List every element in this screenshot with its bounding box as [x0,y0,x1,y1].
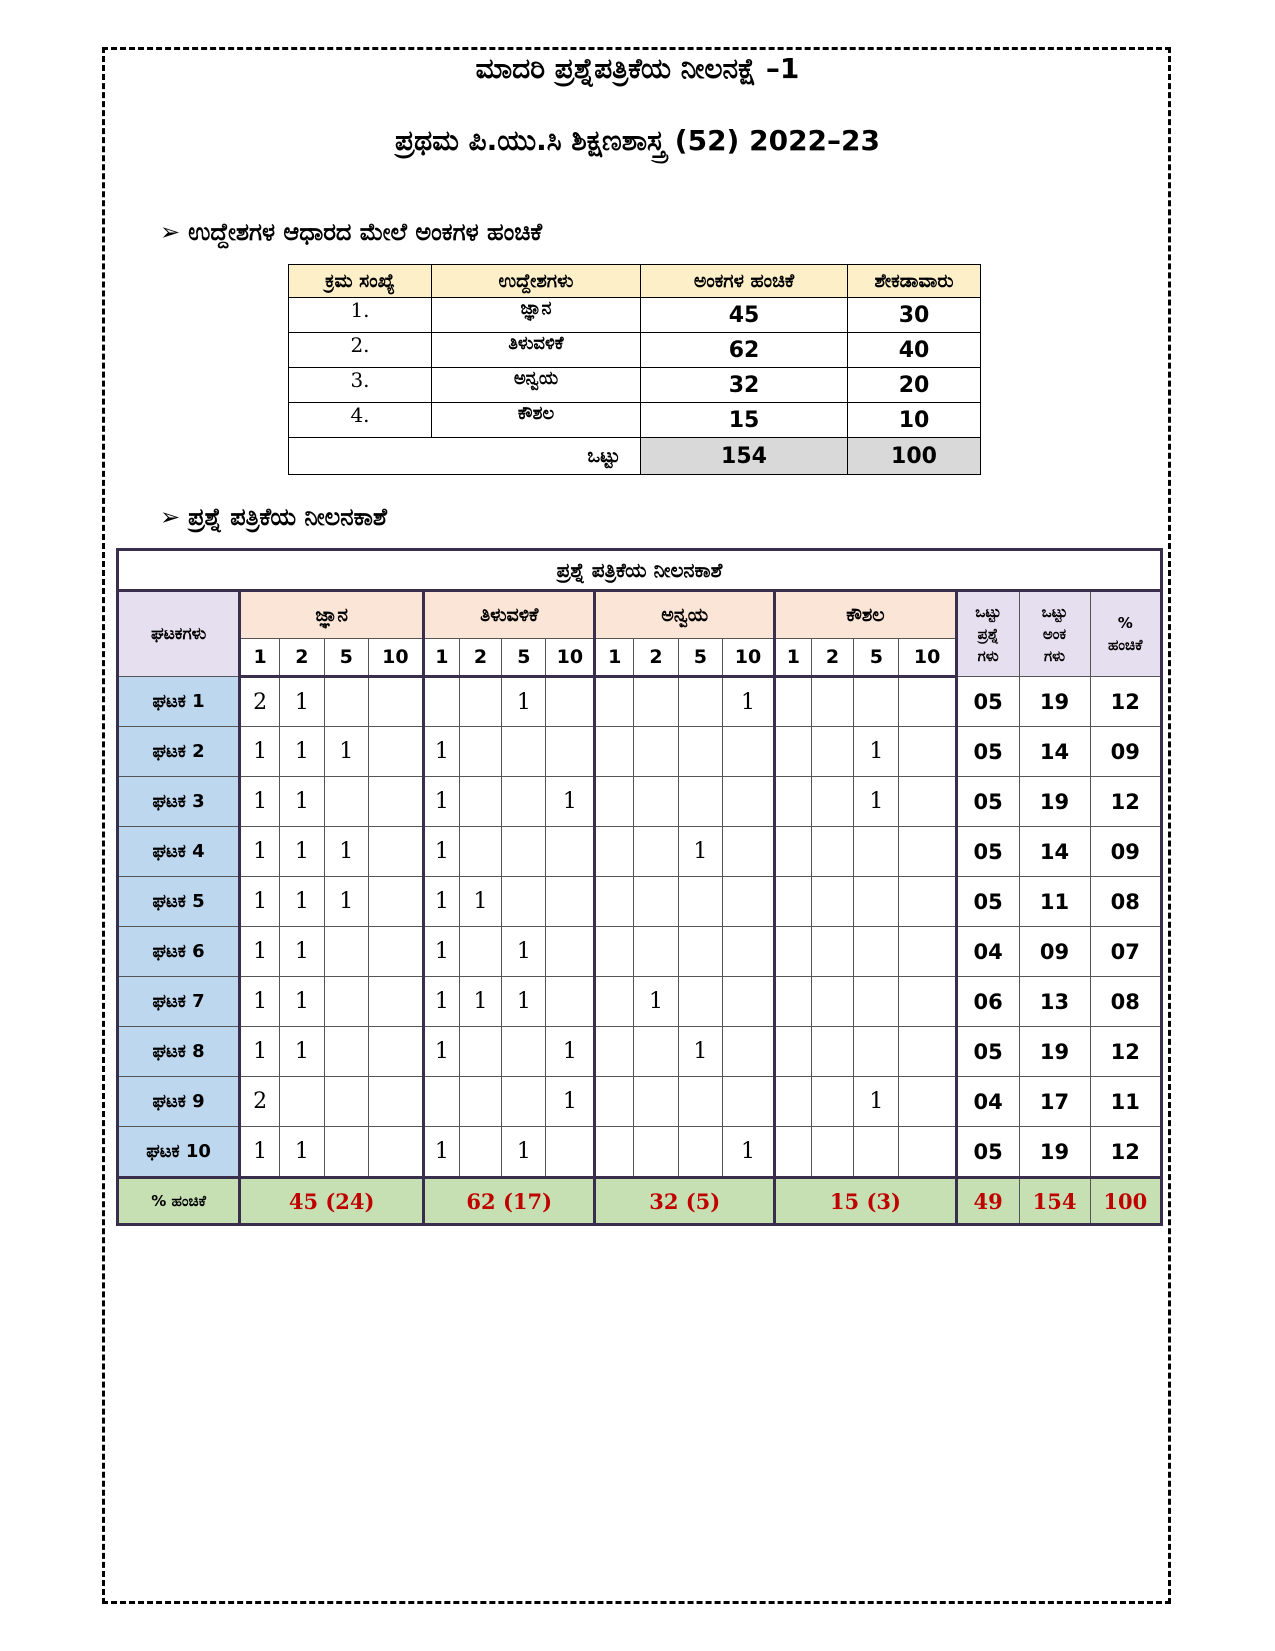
mark-type-header: 5 [678,639,722,677]
percent-cell: 09 [1090,827,1161,877]
header-line: ಒಟ್ಟು [1041,603,1068,621]
marks-cell: 15 [641,403,848,438]
header-line: ಒಟ್ಟು [975,603,1002,621]
count-cell: 1 [546,1027,595,1077]
arrow-bullet-icon: ➢ [160,503,181,531]
page-subtitle: ಪ್ರಥಮ ಪಿ.ಯು.ಸಿ ಶಿಕ್ಷಣಶಾಸ್ತ್ರ (52) 2022–23 [394,124,880,157]
count-cell [502,777,546,827]
count-cell [811,1077,854,1127]
count-cell [424,1077,460,1127]
header-line: % [1117,614,1133,632]
count-cell [546,727,595,777]
percent-cell: 10 [848,403,981,438]
count-cell [368,677,423,727]
objective-cell: ಕೌಶಲ [432,403,641,438]
count-cell: 1 [678,827,722,877]
count-cell: 1 [424,777,460,827]
count-cell [775,877,812,927]
section-heading-text: ಉದ್ದೇಶಗಳ ಆಧಾರದ ಮೇಲೆ ಅಂಕಗಳ ಹಂಚಿಕೆ [188,218,543,246]
total-questions-cell: 06 [956,977,1019,1027]
count-cell [595,1027,634,1077]
count-cell [595,977,634,1027]
count-cell [899,977,956,1027]
count-cell: 1 [424,927,460,977]
table-row [118,1077,1162,1127]
count-cell: 1 [502,977,546,1027]
section-heading-blueprint [160,503,387,531]
count-cell [678,677,722,727]
count-cell: 1 [279,927,324,977]
count-cell: 1 [279,1127,324,1178]
count-cell [811,777,854,827]
percent-cell: 12 [1090,1127,1161,1178]
count-cell [459,727,502,777]
count-cell [811,827,854,877]
percent-cell: 12 [1090,777,1161,827]
serial-cell: 3. [289,368,432,403]
count-cell [678,927,722,977]
total-marks-cell: 09 [1019,927,1090,977]
count-cell [595,877,634,927]
count-cell [854,1027,899,1077]
count-cell: 1 [324,877,368,927]
count-cell [324,677,368,727]
count-cell [811,877,854,927]
count-cell [368,977,423,1027]
count-cell: 1 [279,727,324,777]
count-cell [324,977,368,1027]
total-questions-cell: 05 [956,727,1019,777]
count-cell [899,927,956,977]
percent-cell: 12 [1090,1027,1161,1077]
table-row [289,333,981,368]
count-cell [595,927,634,977]
count-cell: 1 [722,1127,774,1178]
table-row [118,877,1162,927]
total-questions-header [956,591,1019,677]
total-questions-cell: 05 [956,777,1019,827]
total-marks-cell: 13 [1019,977,1090,1027]
mark-type-header: 1 [775,639,812,677]
mark-type-header: 2 [279,639,324,677]
count-cell [459,1077,502,1127]
count-cell: 1 [854,727,899,777]
count-cell [634,877,679,927]
count-cell [368,927,423,977]
count-cell: 1 [279,827,324,877]
count-cell [546,677,595,727]
count-cell: 1 [279,777,324,827]
count-cell [854,927,899,977]
count-cell [899,1077,956,1127]
table-header-row [289,265,981,298]
mark-type-header: 1 [240,639,280,677]
count-cell: 1 [240,927,280,977]
header-line: ಹಂಚಿಕೆ [1108,636,1143,654]
total-marks-cell: 19 [1019,777,1090,827]
marks-cell: 45 [641,298,848,333]
total-label: ಒಟ್ಟು [289,438,641,475]
count-cell [502,1077,546,1127]
total-questions-cell: 05 [956,877,1019,927]
footer-row [118,1178,1162,1225]
count-cell: 1 [279,1027,324,1077]
count-cell [368,1027,423,1077]
footer-domain-total: 15 (3) [775,1178,957,1225]
count-cell [595,727,634,777]
count-cell [324,927,368,977]
count-cell [634,677,679,727]
count-cell [854,877,899,927]
unit-label: ಘಟಕ 1 [118,677,240,727]
footer-total-questions: 49 [956,1178,1019,1225]
table-row [118,677,1162,727]
unit-label: ಘಟಕ 4 [118,827,240,877]
table-row [118,1027,1162,1077]
count-cell [775,1077,812,1127]
serial-cell: 4. [289,403,432,438]
count-cell [899,1127,956,1178]
count-cell [502,827,546,877]
total-questions-cell: 05 [956,1027,1019,1077]
count-cell [722,877,774,927]
percent-cell: 30 [848,298,981,333]
section-heading-text: ಪ್ರಶ್ನೆ ಪತ್ರಿಕೆಯ ನೀಲನಕಾಶೆ [188,503,387,531]
count-cell: 1 [279,877,324,927]
blueprint-caption: ಪ್ರಶ್ನೆ ಪತ್ರಿಕೆಯ ನೀಲನಕಾಶೆ [118,550,1162,591]
mark-type-header: 1 [424,639,460,677]
percent-cell: 11 [1090,1077,1161,1127]
count-cell [775,1127,812,1178]
count-cell: 1 [324,827,368,877]
units-header: ಘಟಕಗಳು [118,591,240,677]
count-cell [775,927,812,977]
count-cell [634,1027,679,1077]
count-cell [854,677,899,727]
footer-domain-total: 62 (17) [424,1178,595,1225]
count-cell: 1 [424,1027,460,1077]
count-cell [324,1027,368,1077]
total-marks-cell: 19 [1019,677,1090,727]
count-cell [775,977,812,1027]
header-line: ಅಂಕ [1042,625,1067,643]
count-cell: 1 [279,977,324,1027]
table-row [118,927,1162,977]
count-cell [811,727,854,777]
count-cell [595,677,634,727]
count-cell [459,827,502,877]
count-cell: 1 [459,877,502,927]
count-cell [678,877,722,927]
percent-cell: 12 [1090,677,1161,727]
unit-label: ಘಟಕ 9 [118,1077,240,1127]
mark-type-header: 10 [722,639,774,677]
table-row [118,777,1162,827]
count-cell: 1 [324,727,368,777]
count-cell: 1 [502,677,546,727]
total-questions-cell: 04 [956,1077,1019,1127]
count-cell [722,977,774,1027]
total-questions-cell: 05 [956,677,1019,727]
header-marks: ಅಂಕಗಳ ಹಂಚಿಕೆ [641,265,848,298]
count-cell: 1 [240,827,280,877]
footer-total-percent: 100 [1090,1178,1161,1225]
total-percent: 100 [848,438,981,475]
count-cell: 1 [678,1027,722,1077]
objective-cell: ಜ್ಞಾನ [432,298,641,333]
table-row [289,368,981,403]
count-cell [811,927,854,977]
count-cell [722,727,774,777]
count-cell [324,1077,368,1127]
count-cell [459,777,502,827]
header-percent: ಶೇಕಡಾವಾರು [848,265,981,298]
count-cell: 1 [424,877,460,927]
count-cell [899,827,956,877]
count-cell [546,877,595,927]
unit-label: ಘಟಕ 2 [118,727,240,777]
mark-type-header: 2 [634,639,679,677]
count-cell [595,827,634,877]
count-cell [368,827,423,877]
total-row [289,438,981,475]
mark-type-header: 10 [368,639,423,677]
count-cell: 1 [854,777,899,827]
count-cell [368,1077,423,1127]
total-marks-cell: 19 [1019,1127,1090,1178]
count-cell [811,1027,854,1077]
count-cell [775,677,812,727]
count-cell [546,827,595,877]
count-cell [368,877,423,927]
count-cell [634,1077,679,1127]
count-cell [854,1127,899,1178]
count-cell [722,927,774,977]
unit-label: ಘಟಕ 5 [118,877,240,927]
arrow-bullet-icon: ➢ [160,218,181,246]
header-serial: ಕ್ರಮ ಸಂಖ್ಯೆ [289,265,432,298]
count-cell: 2 [240,1077,280,1127]
count-cell: 1 [279,677,324,727]
count-cell [678,777,722,827]
serial-cell: 1. [289,298,432,333]
count-cell [595,1077,634,1127]
count-cell [775,1027,812,1077]
count-cell [811,977,854,1027]
count-cell [459,1027,502,1077]
count-cell [899,1027,956,1077]
count-cell: 1 [240,727,280,777]
objectives-table [288,264,981,475]
page-title: ಮಾದರಿ ಪ್ರಶ್ನೆಪತ್ರಿಕೆಯ ನೀಲನಕ್ಷೆ –1 [475,52,800,85]
count-cell: 1 [854,1077,899,1127]
total-marks-cell: 14 [1019,727,1090,777]
count-cell: 1 [240,1127,280,1178]
count-cell [424,677,460,727]
section-heading-allocation [160,218,542,246]
count-cell [324,1127,368,1178]
header-line: ಗಳು [977,647,999,665]
count-cell: 1 [546,777,595,827]
count-cell: 1 [634,977,679,1027]
mark-type-header: 10 [546,639,595,677]
percent-cell: 07 [1090,927,1161,977]
count-cell: 1 [502,927,546,977]
count-cell [899,727,956,777]
marks-cell: 62 [641,333,848,368]
mark-type-header: 5 [854,639,899,677]
unit-label: ಘಟಕ 7 [118,977,240,1027]
count-cell [502,1027,546,1077]
total-questions-cell: 05 [956,1127,1019,1178]
table-row [289,298,981,333]
count-cell [368,777,423,827]
percent-cell: 20 [848,368,981,403]
count-cell [775,777,812,827]
header-objectives: ಉದ್ದೇಶಗಳು [432,265,641,298]
unit-label: ಘಟಕ 3 [118,777,240,827]
count-cell: 1 [240,1027,280,1077]
count-cell [678,727,722,777]
total-marks-cell: 19 [1019,1027,1090,1077]
percent-cell: 40 [848,333,981,368]
percent-header [1090,591,1161,677]
footer-label: % ಹಂಚಿಕೆ [118,1178,240,1225]
count-cell: 1 [424,727,460,777]
total-marks-cell: 11 [1019,877,1090,927]
marks-cell: 32 [641,368,848,403]
total-marks-cell: 17 [1019,1077,1090,1127]
count-cell [634,777,679,827]
blueprint-table [116,548,1163,1226]
count-cell: 1 [424,827,460,877]
count-cell: 1 [459,977,502,1027]
count-cell [459,1127,502,1178]
count-cell [634,927,679,977]
count-cell [368,727,423,777]
mark-type-header: 2 [811,639,854,677]
table-row [118,827,1162,877]
unit-label: ಘಟಕ 8 [118,1027,240,1077]
domain-header-understanding: ತಿಳುವಳಿಕೆ [424,591,595,639]
count-cell [722,1027,774,1077]
domain-header-application: ಅನ್ವಯ [595,591,775,639]
header-line: ಗಳು [1044,647,1066,665]
count-cell [899,677,956,727]
domain-header-skill: ಕೌಶಲ [775,591,957,639]
mark-type-header: 1 [595,639,634,677]
count-cell: 1 [424,1127,460,1178]
total-marks-header [1019,591,1090,677]
count-cell [634,1127,679,1178]
count-cell [595,1127,634,1178]
mark-type-header: 2 [459,639,502,677]
unit-label: ಘಟಕ 10 [118,1127,240,1178]
count-cell [324,777,368,827]
total-questions-cell: 05 [956,827,1019,877]
count-cell [854,977,899,1027]
count-cell [502,727,546,777]
objective-cell: ಅನ್ವಯ [432,368,641,403]
count-cell [722,1077,774,1127]
count-cell [775,827,812,877]
count-cell [546,1127,595,1178]
count-cell: 1 [240,777,280,827]
count-cell: 1 [424,977,460,1027]
count-cell [459,927,502,977]
percent-cell: 09 [1090,727,1161,777]
total-marks-cell: 14 [1019,827,1090,877]
mark-type-header: 5 [502,639,546,677]
mark-type-header: 5 [324,639,368,677]
count-cell [775,727,812,777]
mark-type-header: 10 [899,639,956,677]
count-cell [811,1127,854,1178]
count-cell [854,827,899,877]
table-row [289,403,981,438]
count-cell [502,877,546,927]
count-cell [678,1077,722,1127]
count-cell: 1 [722,677,774,727]
serial-cell: 2. [289,333,432,368]
percent-cell: 08 [1090,977,1161,1027]
table-row [118,1127,1162,1178]
footer-domain-total: 32 (5) [595,1178,775,1225]
count-cell: 2 [240,677,280,727]
count-cell [811,677,854,727]
count-cell: 1 [546,1077,595,1127]
table-row [118,727,1162,777]
count-cell [546,977,595,1027]
count-cell [899,877,956,927]
count-cell [546,927,595,977]
count-cell [678,1127,722,1178]
count-cell: 1 [240,877,280,927]
domain-header-row [118,591,1162,639]
count-cell [722,827,774,877]
count-cell [678,977,722,1027]
count-cell [368,1127,423,1178]
table-row [118,977,1162,1027]
count-cell [634,727,679,777]
header-line: ಪ್ರಶ್ನೆ [977,625,999,643]
count-cell [899,777,956,827]
unit-label: ಘಟಕ 6 [118,927,240,977]
count-cell [595,777,634,827]
count-cell: 1 [502,1127,546,1178]
footer-domain-total: 45 (24) [240,1178,424,1225]
objective-cell: ತಿಳುವಳಿಕೆ [432,333,641,368]
percent-cell: 08 [1090,877,1161,927]
footer-total-marks: 154 [1019,1178,1090,1225]
count-cell [634,827,679,877]
domain-header-knowledge: ಜ್ಞಾನ [240,591,424,639]
count-cell [722,777,774,827]
total-questions-cell: 04 [956,927,1019,977]
count-cell: 1 [240,977,280,1027]
count-cell [459,677,502,727]
blueprint-caption-row [118,550,1162,591]
total-marks: 154 [641,438,848,475]
count-cell [279,1077,324,1127]
